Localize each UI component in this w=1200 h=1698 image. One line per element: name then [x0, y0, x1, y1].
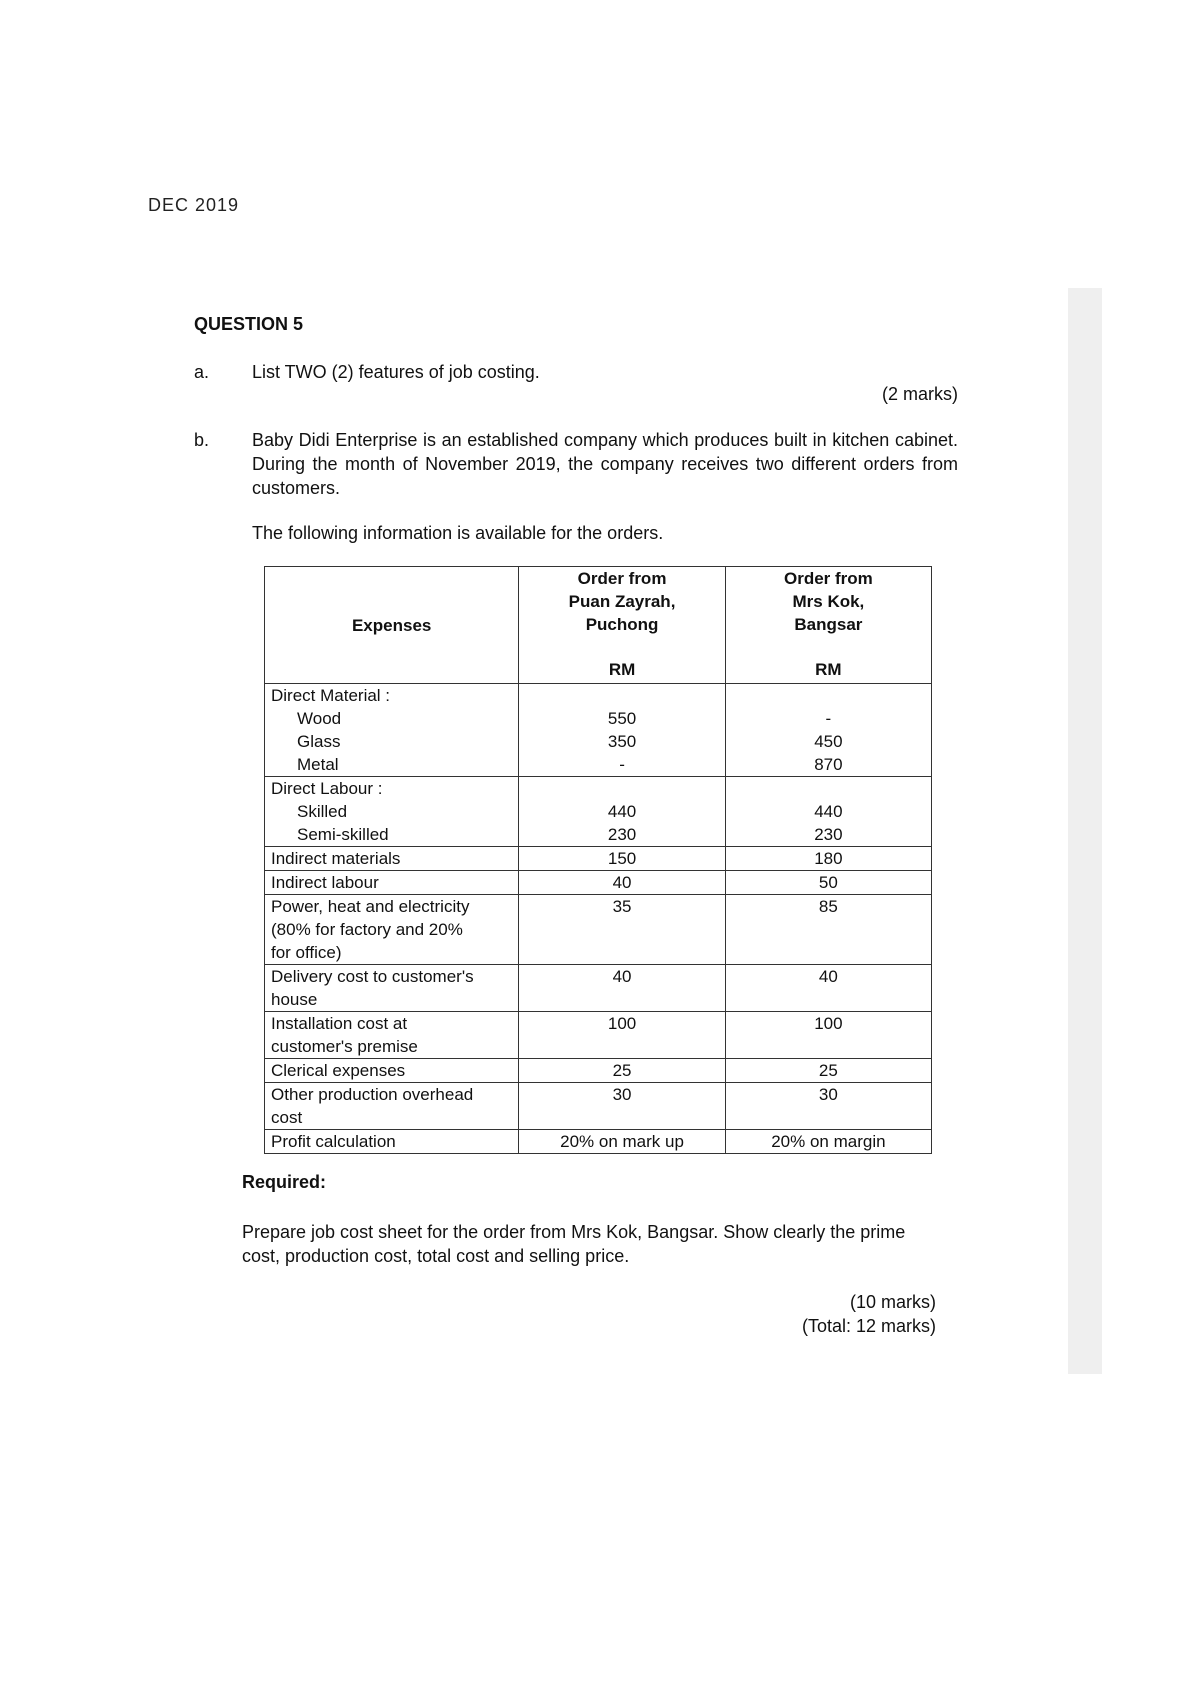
info-line: The following information is available for the orders.	[252, 523, 664, 543]
table-row-direct-material: Direct Material : Wood Glass Metal 550 350 - - 450 870	[265, 684, 932, 777]
header-order-mrs-kok: Order from Mrs Kok, Bangsar RM	[725, 567, 931, 684]
part-b-marks: (10 marks)	[849, 1292, 936, 1312]
part-a-letter: a.	[194, 362, 210, 382]
table-row-profit-calculation: Profit calculation 20% on mark up 20% on margin	[265, 1130, 932, 1154]
part-a-marks: (2 marks)	[882, 384, 958, 404]
question-title: QUESTION 5	[194, 314, 304, 334]
unit-rm-2: RM	[815, 660, 842, 679]
unit-rm-1: RM	[608, 660, 636, 679]
table-row-direct-labour: Direct Labour : Skilled Semi-skilled 440 230 440 230	[265, 777, 932, 847]
required-heading: Required:	[242, 1172, 327, 1192]
table-row-indirect-materials: Indirect materials 150 180	[265, 847, 932, 871]
table-row-indirect-labour: Indirect labour 40 50	[265, 871, 932, 895]
header-order-puan-zayrah: Order from Puan Zayrah, Puchong RM	[519, 567, 725, 684]
table-row-clerical-expenses: Clerical expenses 25 25	[265, 1059, 932, 1083]
part-a-text: List TWO (2) features of job costing.	[252, 362, 540, 382]
exam-date: DEC 2019	[148, 195, 240, 215]
header-expenses: Expenses	[265, 567, 519, 684]
page-edge-shadow	[1068, 288, 1102, 1374]
table-row-installation-cost: Installation cost at customer's premise 100 100	[265, 1012, 932, 1059]
table-row-other-production-overhead: Other production overhead cost 30 30	[265, 1083, 932, 1130]
table-row-delivery-cost: Delivery cost to customer's house 40 40	[265, 965, 932, 1012]
expenses-table	[264, 566, 932, 1154]
table-row-power-heat-electricity: Power, heat and electricity (80% for factory and 20% for office) 35 85	[265, 895, 932, 965]
part-b-letter: b.	[194, 430, 210, 450]
part-b-paragraph: Baby Didi Enterprise is an established company which produces built in kitchen cabinet. During the month of November 2019, the company receives two different orders from customers.	[252, 430, 958, 498]
total-marks: (Total: 12 marks)	[801, 1316, 936, 1336]
required-text: Prepare job cost sheet for the order from Mrs Kok, Bangsar. Show clearly the prime cost, production cost, total cost and selling price.	[242, 1222, 906, 1266]
table-header-row	[265, 567, 932, 684]
